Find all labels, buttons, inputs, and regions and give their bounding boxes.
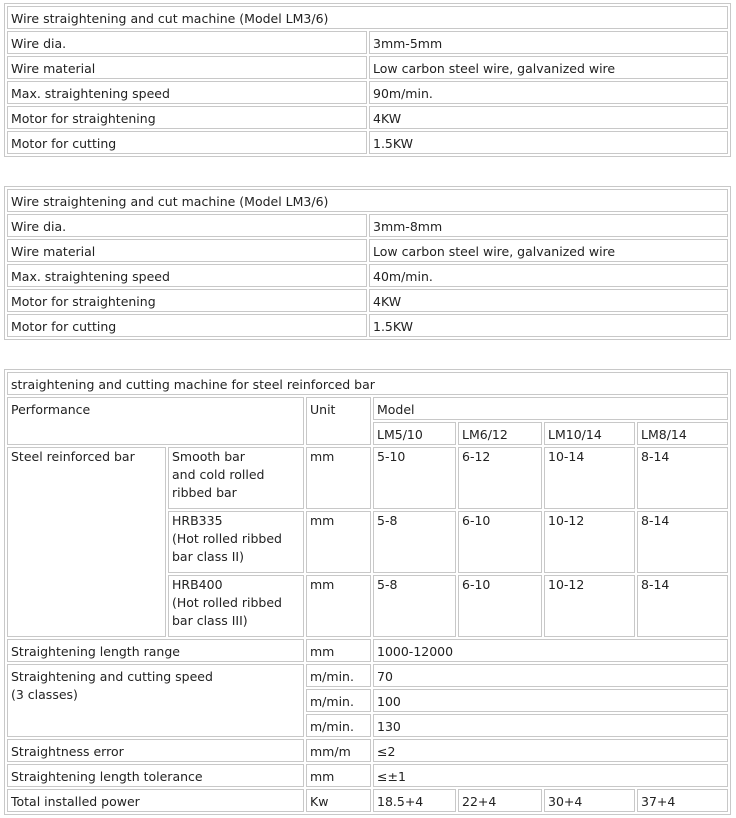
value-cell: 5-8 — [373, 511, 456, 573]
value-cell: 10-14 — [544, 447, 635, 509]
spec-value: Low carbon steel wire, galvanized wire — [369, 56, 728, 79]
spec-label: Max. straightening speed — [7, 81, 367, 104]
spec-value: 90m/min. — [369, 81, 728, 104]
value-cell: ≤±1 — [373, 764, 728, 787]
spec-label: Wire material — [7, 239, 367, 262]
table-row — [7, 639, 728, 662]
bar-type: HRB400 (Hot rolled ribbed bar class III) — [168, 575, 304, 637]
table-row — [7, 106, 728, 129]
table-row — [7, 264, 728, 287]
spec-value: 3mm-5mm — [369, 31, 728, 54]
spec-label: Straightness error — [7, 739, 304, 762]
spec-label: Wire material — [7, 56, 367, 79]
spec-label: Motor for straightening — [7, 289, 367, 312]
value-cell: 5-8 — [373, 575, 456, 637]
spec-table-3 — [4, 369, 731, 815]
unit-cell: m/min. — [306, 714, 371, 737]
model-name: LM8/14 — [637, 422, 728, 445]
model-name: LM10/14 — [544, 422, 635, 445]
spec-value: 1.5KW — [369, 314, 728, 337]
spec-label: Motor for cutting — [7, 131, 367, 154]
model-name: LM5/10 — [373, 422, 456, 445]
model-name: LM6/12 — [458, 422, 542, 445]
unit-cell: m/min. — [306, 689, 371, 712]
spec-value: 4KW — [369, 289, 728, 312]
steel-bar-label: Steel reinforced bar — [7, 447, 166, 637]
table-row — [7, 447, 728, 509]
value-cell: 70 — [373, 664, 728, 687]
table-title: straightening and cutting machine for steel reinforced bar — [7, 372, 728, 395]
spec-label: Straightening length tolerance — [7, 764, 304, 787]
spec-table-2 — [4, 186, 731, 340]
spec-table-1 — [4, 3, 731, 157]
unit-cell: m/min. — [306, 664, 371, 687]
spec-value: 1.5KW — [369, 131, 728, 154]
header-model: Model — [373, 397, 728, 420]
value-cell: 130 — [373, 714, 728, 737]
table-row — [7, 56, 728, 79]
table-title: Wire straightening and cut machine (Model LM3/6) — [7, 6, 728, 29]
header-unit: Unit — [306, 397, 371, 445]
value-cell: 1000-12000 — [373, 639, 728, 662]
spec-value: 40m/min. — [369, 264, 728, 287]
table-row — [7, 81, 728, 104]
unit-cell: mm — [306, 447, 371, 509]
value-cell: 37+4 — [637, 789, 728, 812]
value-cell: 10-12 — [544, 511, 635, 573]
table-row — [7, 789, 728, 812]
spec-label: Wire dia. — [7, 214, 367, 237]
unit-cell: Kw — [306, 789, 371, 812]
table-row — [7, 131, 728, 154]
spec-value: Low carbon steel wire, galvanized wire — [369, 239, 728, 262]
table-row — [7, 239, 728, 262]
value-cell: 6-10 — [458, 575, 542, 637]
spec-label: Total installed power — [7, 789, 304, 812]
bar-type: Smooth bar and cold rolled ribbed bar — [168, 447, 304, 509]
spec-label: Motor for cutting — [7, 314, 367, 337]
unit-cell: mm — [306, 511, 371, 573]
table-row — [7, 314, 728, 337]
value-cell: 8-14 — [637, 575, 728, 637]
value-cell: 100 — [373, 689, 728, 712]
value-cell: 18.5+4 — [373, 789, 456, 812]
spec-value: 4KW — [369, 106, 728, 129]
value-cell: 8-14 — [637, 447, 728, 509]
value-cell: 22+4 — [458, 789, 542, 812]
spec-value: 3mm-8mm — [369, 214, 728, 237]
value-cell: ≤2 — [373, 739, 728, 762]
spec-label: Motor for straightening — [7, 106, 367, 129]
bar-type: HRB335 (Hot rolled ribbed bar class II) — [168, 511, 304, 573]
value-cell: 10-12 — [544, 575, 635, 637]
value-cell: 5-10 — [373, 447, 456, 509]
unit-cell: mm — [306, 575, 371, 637]
unit-cell: mm — [306, 639, 371, 662]
spec-label: Straightening length range — [7, 639, 304, 662]
header-performance: Performance — [7, 397, 304, 445]
unit-cell: mm/m — [306, 739, 371, 762]
value-cell: 6-10 — [458, 511, 542, 573]
spec-label: Wire dia. — [7, 31, 367, 54]
table-row — [7, 214, 728, 237]
table-row — [7, 739, 728, 762]
value-cell: 6-12 — [458, 447, 542, 509]
table-row — [7, 664, 728, 687]
spec-label: Max. straightening speed — [7, 264, 367, 287]
value-cell: 8-14 — [637, 511, 728, 573]
table-row — [7, 764, 728, 787]
table-row — [7, 31, 728, 54]
table-row — [7, 289, 728, 312]
unit-cell: mm — [306, 764, 371, 787]
spec-label: Straightening and cutting speed (3 classes) — [7, 664, 304, 737]
value-cell: 30+4 — [544, 789, 635, 812]
table-title: Wire straightening and cut machine (Model LM3/6) — [7, 189, 728, 212]
